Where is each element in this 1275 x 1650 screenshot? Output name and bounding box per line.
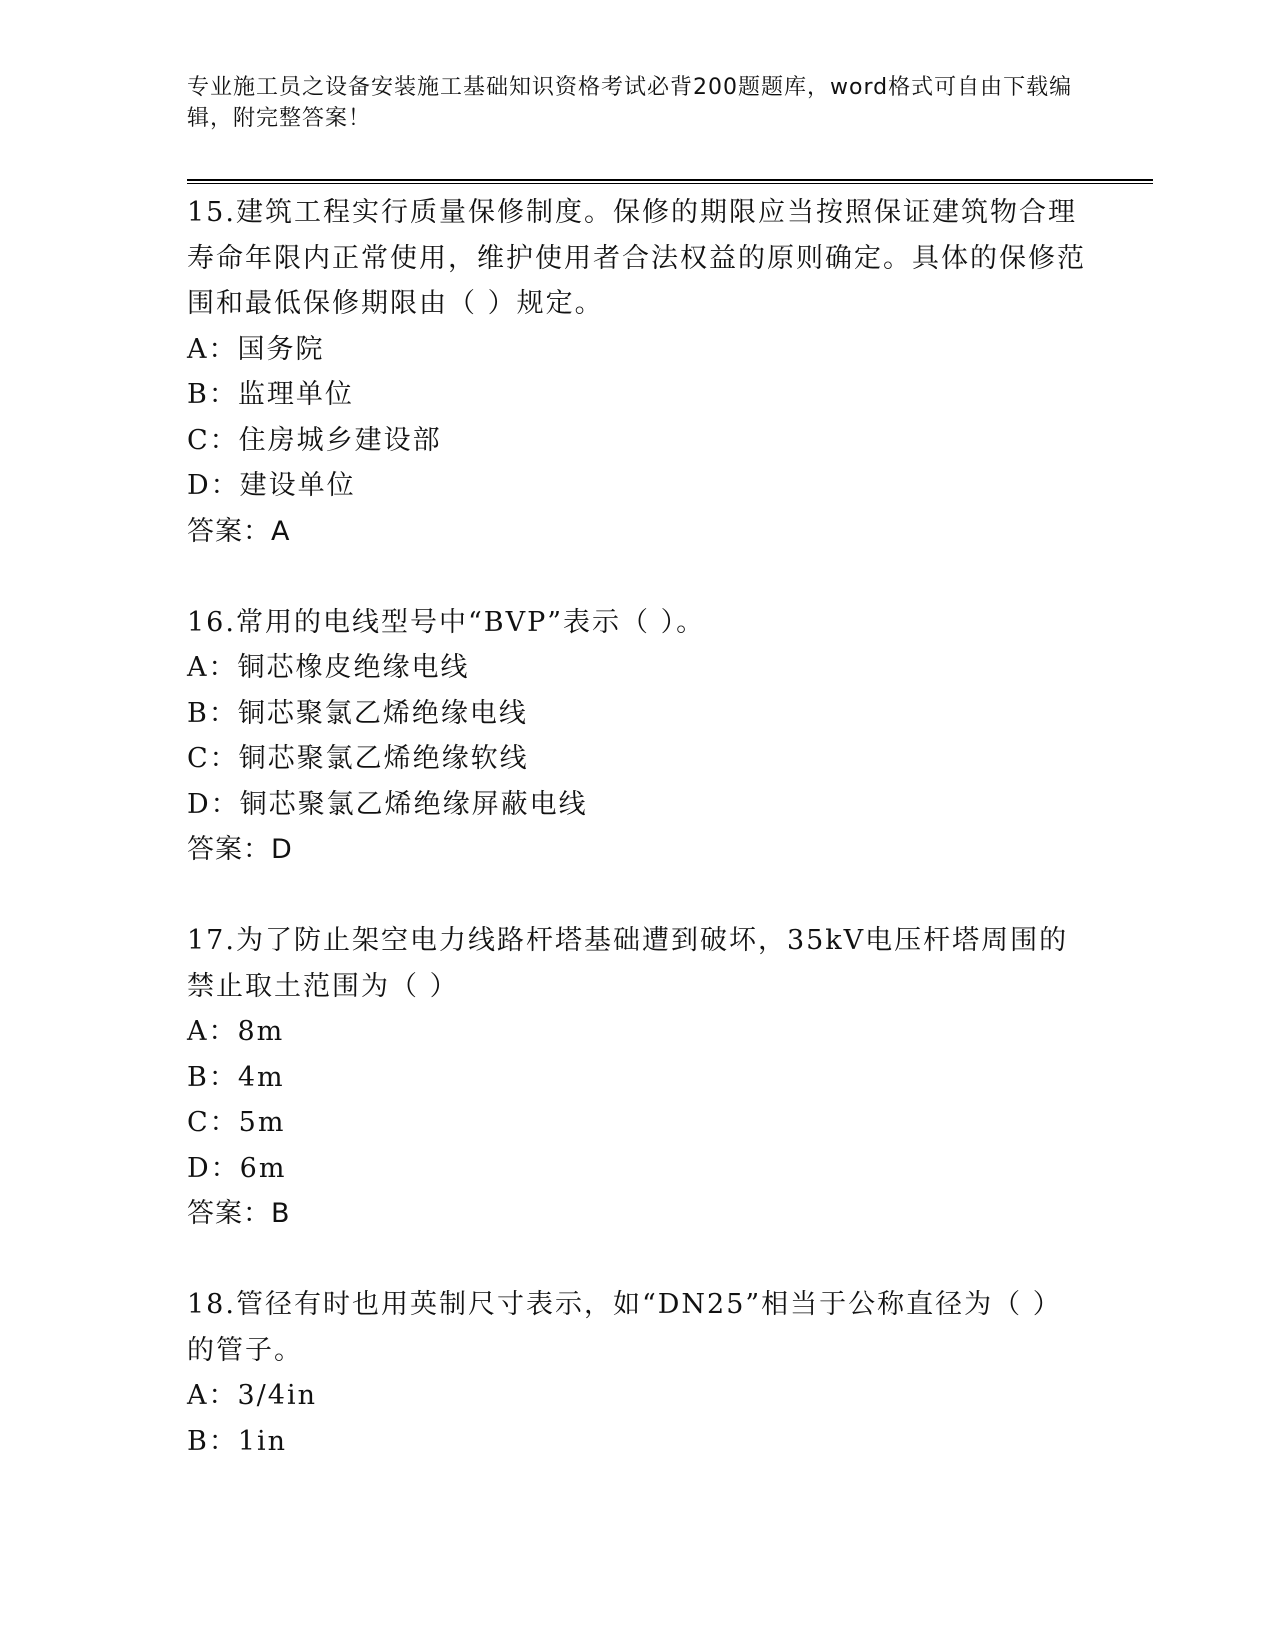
question-spacer xyxy=(187,873,1087,919)
option-b: B：4m xyxy=(187,1061,285,1093)
option-c: C：铜芯聚氯乙烯绝缘软线 xyxy=(187,743,529,774)
question-spacer xyxy=(187,1237,1087,1283)
answer-label: 答案：D xyxy=(187,834,293,865)
option-b: B：监理单位 xyxy=(187,379,354,410)
answer-label: 答案：B xyxy=(187,1198,291,1229)
option-b: B：1in xyxy=(187,1425,288,1457)
question-18 xyxy=(187,1282,1087,1464)
option-a: A：国务院 xyxy=(187,333,325,365)
option-a: A：8m xyxy=(187,1016,285,1047)
option-d: D：6m xyxy=(187,1152,287,1184)
question-spacer xyxy=(187,554,1087,600)
question-stem: 16.常用的电线型号中“BVP”表示（ ）。 xyxy=(187,606,706,638)
answer-label: 答案：A xyxy=(187,515,291,547)
option-d: D：建设单位 xyxy=(187,470,356,501)
option-b: B：铜芯聚氯乙烯绝缘电线 xyxy=(187,697,528,729)
question-list xyxy=(187,190,1087,1464)
document-header: 专业施工员之设备安装施工基础知识资格考试必背200题题库，word格式可自由下载编辑，附完整答案！ xyxy=(187,75,1073,131)
question-17 xyxy=(187,918,1087,1237)
option-a: A：铜芯橡皮绝缘电线 xyxy=(187,652,470,683)
question-15 xyxy=(187,190,1087,554)
header-divider-thin xyxy=(187,183,1153,184)
question-stem: 15.建筑工程实行质量保修制度。保修的期限应当按照保证建筑物合理寿命年限内正常使用，维护使用者合法权益的原则确定。具体的保修范围和最低保修期限由（ ）规定。 xyxy=(187,197,1086,319)
option-c: C：住房城乡建设部 xyxy=(187,424,442,456)
question-stem: 18.管径有时也用英制尺寸表示，如“DN25”相当于公称直径为（ ）的管子。 xyxy=(187,1289,1062,1366)
option-a: A：3/4in xyxy=(187,1380,317,1411)
option-c: C：5m xyxy=(187,1107,286,1138)
question-stem: 17.为了防止架空电力线路杆塔基础遭到破坏，35kV电压杆塔周围的禁止取土范围为（ ） xyxy=(187,925,1069,1002)
question-16 xyxy=(187,600,1087,873)
header-divider-thick xyxy=(187,179,1153,181)
option-d: D：铜芯聚氯乙烯绝缘屏蔽电线 xyxy=(187,788,588,820)
